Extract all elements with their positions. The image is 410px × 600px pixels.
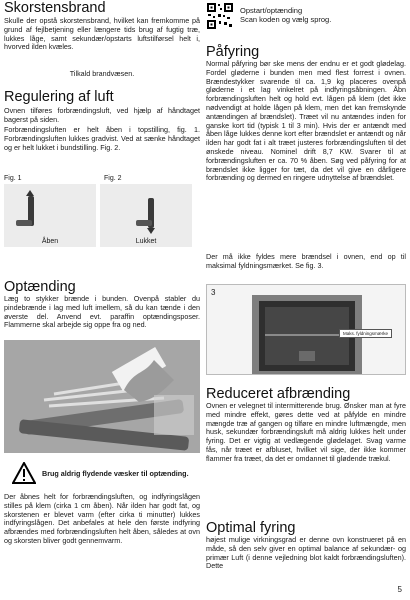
air-regulation-detail: Forbrændingsluften er helt åben i topstilling, fig. 1. Forbrændingsluften lukkes gradvist. Ved at sænke håndtaget og er helt lukket i bundstilling. Fig. 2. — [4, 125, 200, 152]
qr-code-icon — [206, 2, 234, 30]
warning-box — [12, 462, 200, 484]
air-regulation-intro: Ovnen tilføres forbrændingsluft, ved hjælp af håndtaget bagerst på siden. — [4, 106, 200, 124]
page-number: 5 — [397, 585, 402, 594]
heading-refuelling: Påfyring — [206, 44, 260, 60]
lighting-procedure: Der åbnes helt for forbrændingsluften, og indfyringslågen stilles på klem (cirka 1 cm åben). Når ilden har godt fat, og skorstenen er blevet varm (efter cirka ti minutter) lukkes indfyringslågen. Det anbefales at hele den første indfyring afbrændes med forbrændingsluften helt åben, således at ovn og skorsten bliver godt gennemvarm. — [4, 492, 200, 545]
warning-triangle-icon — [12, 462, 36, 484]
figure-open — [4, 184, 96, 247]
qr-caption-instruction: Scan koden og vælg sprog. — [240, 15, 332, 24]
figure-closed — [100, 184, 192, 247]
max-fill-text: Der må ikke fyldes mere brændsel i ovnen, end op til maksimal fyldningsmærket. Se fig. 3. — [206, 252, 406, 270]
reduced-burning-text: Ovnen er velegnet til intermitterende brug. Ønsker man at fyre med mindre effekt, gøres dette ved at påfylde en mindre mængde træ af gangen og tilføre en mindre luftmængde, men husk, sekundær forbrændingsluft må aldrig lukkes helt under fyring. Det er vigtig at vedlægende glødelaget. Svag varme fås, når træet er afbluset, hvilket vil sige, der ikke kommer flammer fra træet, da det er omdannet til glødende trækul. — [206, 401, 406, 463]
optimal-firing-text: højest mulige virkningsgrad er denne ovn konstrueret på en måde, så den selv giver en optimal balance af sekundær- og primær Luft (i denne vejledning blot kaldt forbrændingsluften). Dette — [206, 535, 406, 571]
fig1-label: Fig. 1 — [4, 175, 22, 182]
max-fill-callout: Maks. fyldningsmærke — [339, 329, 392, 338]
fig2-label: Fig. 2 — [104, 175, 122, 182]
figure-closed-caption: Lukket — [135, 238, 157, 245]
heading-lighting: Optænding — [4, 279, 76, 295]
chimney-fire-signoff: Tilkald brandvæsen. — [69, 69, 135, 78]
lighting-text: Læg to stykker brænde i bunden. Ovenpå stabler du pindebrænde i lag med luft imellem, så du kan tænde i den øverste del. Anvend evt. paraffin optændingsposer. Flammerne skal arbejde sig oppe fra og ned. — [4, 294, 200, 330]
refuelling-text: Normal påfyring bør ske mens der endnu er et godt glødelag. Fordel gløderne i bunden men med flest forrest i ovnen. Brændestykker svarende til ca. 1,9 kg placeres ovenpå gløderne i et lag vinkelret på indfyringsåbningen. Åbn forbrændingsluften helt og hold evt. lågen på klem (det ikke nødvendigt at holde lågen på klem, men det kan fremskynde antændingen af brændslet). Træet vil nu antændes inden for ganske kort tid (typisk 1 til 3 min). Hvis der er antændt med åben låge lukkes denne kort efter brændslet er antændt og når ilden har godt fat i alt træet justeres forbrændingsluften til det ønskede niveau. Nominel drift 8,7 KW. Svarer til at forbrændingsluften er ca. 70 % åben. Søg ved påfyring for at brændslet ikke ligger for tæt, da det vil give en dårligere forbrænding og dermed en ringere udnyttelse af brændslet. — [206, 59, 406, 183]
heading-chimney-fire: Skorstensbrand — [4, 0, 106, 16]
firewood-illustration — [4, 340, 200, 453]
heading-optimal-firing: Optimal fyring — [206, 520, 296, 536]
air-figures — [4, 184, 192, 247]
fig3-label: 3 — [211, 288, 216, 297]
warning-text: Brug aldrig flydende væsker til optænding. — [42, 468, 189, 478]
figure-3 — [206, 284, 406, 375]
heading-reduced-burning: Reduceret afbrænding — [206, 386, 351, 402]
qr-caption-title: Opstart/optænding — [240, 6, 303, 15]
qr-caption — [240, 6, 331, 24]
chimney-fire-text: Skulle der opstå skorstensbrand, hvilket kan fremkomme på grund af fejlbetjening eller længere tids brug af fugtig træ, lukkes låge, samt sekundær/opstarts luftstilførsel helt i, hvorved ilden kvæles. — [4, 16, 200, 52]
heading-air-regulation: Regulering af luft — [4, 89, 114, 105]
figure-open-caption: Åben — [41, 238, 59, 245]
lighting-photo — [4, 340, 200, 453]
